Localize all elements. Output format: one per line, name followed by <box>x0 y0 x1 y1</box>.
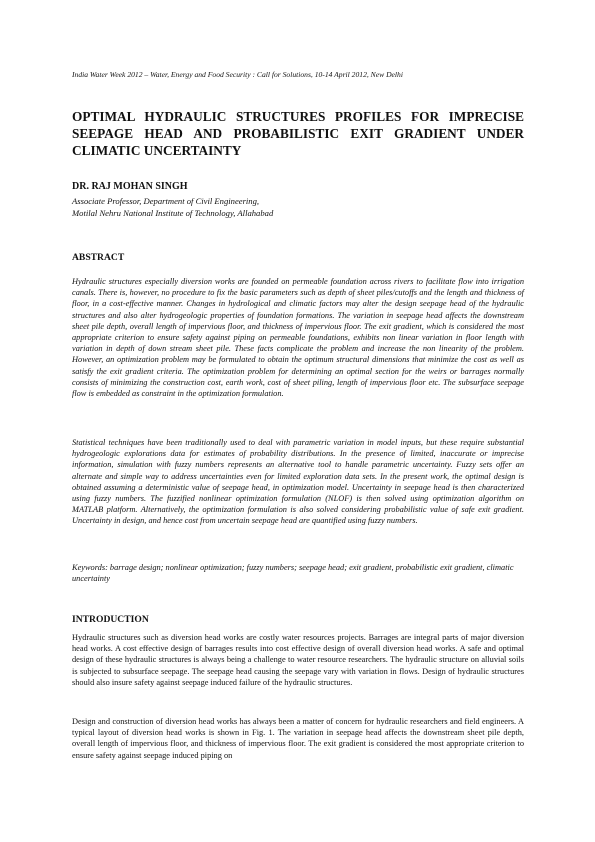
introduction-paragraph-1: Hydraulic structures such as diversion head works are costly water resources projects. Barrages are integral parts of major diversion head works. A cost effective design of barrages results into cost effective design of overall diversion head works. A safe and optimal design of these hydraulic structures is always being a challenge to water resource researchers. The hydraulic structure on alluvial soils is subjected to subsurface seepage. The seepage head causing the seepage vary with variation in flows. Design of hydraulic structures should also insure safety against seepage induced failure of the hydraulic structures. <box>72 633 524 687</box>
keywords: Keywords: barrage design; nonlinear optimization; fuzzy numbers; seepage head; exit gradient, probabilistic exit gradient, climatic uncertainty <box>72 563 514 584</box>
running-header: India Water Week 2012 – Water, Energy and Food Security : Call for Solutions, 10-14 April 2012, New Delhi <box>72 70 403 79</box>
paper-title: OPTIMAL HYDRAULIC STRUCTURES PROFILES FOR IMPRECISE SEEPAGE HEAD AND PROBABILISTIC EXIT GRADIENT UNDER CLIMATIC UNCERTAINTY <box>72 109 524 158</box>
author-name: DR. RAJ MOHAN SINGH <box>72 181 188 192</box>
abstract-paragraph-1: Hydraulic structures especially diversion works are founded on permeable foundation across rivers to facilitate flow into irrigation canals. There is, however, no procedure to fix the basic parameters such as depth of sheet piles/cutoffs and the length and thickness of floor, in a cost-effective manner. Changes in hydrological and climatic factors may alter the design seepage head of the hydraulic structures and also alter hydrogeologic properties of foundation formations. The variation in seepage head affects the downstream sheet pile depth, overall length of impervious floor, and thickness of impervious floor. The exit gradient, which is considered the most appropriate criterion to ensure safety against piping on permeable foundations, exhibits non linear variation in floor length with variation in depth of down stream sheet pile. These facts complicate the problem and increase the non linearity of the problem. However, an optimization problem may be formulated to obtain the optimum structural dimensions that minimize the cost as well as satisfy the exit gradient criteria. The optimization problem for determining an optimal section for the weirs or barrages normally consists of minimizing the construction cost, earth work, cost of sheet piling, length of impervious floor etc. The subsurface seepage flow is embedded as constraint in the optimization formulation. <box>72 277 524 399</box>
abstract-heading: ABSTRACT <box>72 252 125 263</box>
author-affiliation-line1: Associate Professor, Department of Civil Engineering, <box>72 196 260 206</box>
introduction-heading: INTRODUCTION <box>72 614 149 625</box>
abstract-paragraph-2: Statistical techniques have been traditionally used to deal with parametric variation in model inputs, but these require substantial hydrogeologic explorations data for estimates of probability distributions. In the presence of limited, inaccurate or imprecise information, simulation with fuzzy numbers represents an alternative tool to handle parametric uncertainty. Fuzzy sets offer an alternate and simple way to address uncertainties even for limited exploration data sets. In the present work, the optimal design is obtained assuming a deterministic value of seepage head, in optimization model. Uncertainty in seepage head is then characterized using fuzzy numbers. The fuzzified nonlinear optimization formulation (NLOF) is then solved using optimization algorithm on MATLAB platform. Alternatively, the optimization formulation is also solved considering probabilistic value of safe exit gradient. Uncertainty in design, and hence cost from uncertain seepage head are quantified using fuzzy numbers. <box>72 438 524 526</box>
introduction-paragraph-2: Design and construction of diversion head works has always been a matter of concern for hydraulic researchers and field engineers. A typical layout of diversion head works is shown in Fig. 1. The variation in seepage head affects the downstream sheet pile depth, overall length of impervious floor, and thickness of impervious floor. The exit gradient is considered the most appropriate criterion to ensure safety against seepage induced piping on <box>72 717 524 760</box>
author-affiliation-line2: Motilal Nehru National Institute of Technology, Allahabad <box>72 208 274 218</box>
